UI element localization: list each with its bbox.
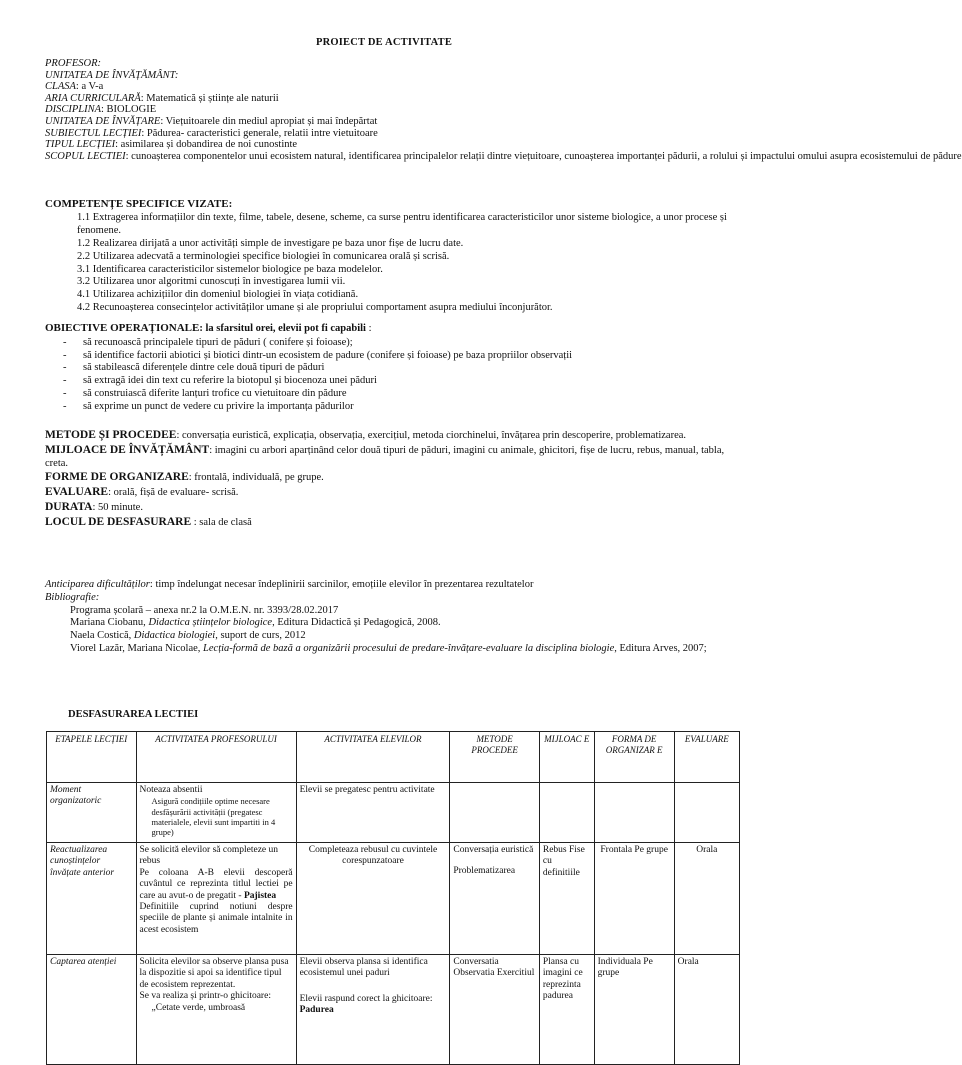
bib-item: Programa școlară – anexa nr.2 la O.M.E.N. nr. 3393/28.02.2017 <box>70 604 339 616</box>
table-header-row <box>47 732 740 783</box>
mijloace-label: MIJLOACE DE ÎNVĂȚĂMÂNT <box>45 443 210 456</box>
table-cell: Individuala Pe grupe <box>594 955 674 1065</box>
forme-row <box>45 470 745 485</box>
bib-item: Mariana Ciobanu, Didactica științelor biologice, Editura Didactică și Pedagogică, 2008. <box>70 617 441 629</box>
evaluare-row <box>45 485 745 500</box>
table-row <box>47 783 740 843</box>
list-item: - să construiască diferite lanțuri trofice cu vietuitoare din pădure <box>63 388 745 401</box>
arie-label: ARIA CURRICULARĂ <box>45 92 141 104</box>
table-cell: Completeaza rebusul cu cuvintele corespunzatoare <box>296 843 450 955</box>
arie-value: : Matematică și științe ale naturii <box>140 92 279 104</box>
tipul-value: : asimilarea și dobandirea de noi cunostinte <box>115 139 298 151</box>
table-cell: Conversatia Observatia Exercitiul <box>450 955 540 1065</box>
scop-value: : cunoașterea componentelor unui ecosistem natural, identificarea principalelor relații dintre viețuitoare, cunoașterea importanței pădurii, a rolului și impactului omului asupra ecosistemului de pădure <box>125 150 962 162</box>
anticipare-value: : timp îndelungat necesar îndeplinirii sarcinilor, emoțiile elevilor în prezentarea rezultatelor <box>149 579 534 590</box>
table-cell <box>450 783 540 843</box>
table-cell: Se solicită elevilor să completeze un rebus Pe coloana A-B elevii descoperă cuvântul ce reprezinta titlul lectiei pe care au avut-o de pregatit - Pajistea Definitiile cuprind notiuni despre speciile de plante și animale intalnite in acest ecosistem <box>136 843 296 955</box>
unitate-invatare-value: : Viețuitoarele din mediul apropiat și mai îndepărtat <box>160 115 378 127</box>
column-header: ACTIVITATEA PROFESORULUI <box>136 732 296 783</box>
table-cell: Frontala Pe grupe <box>594 843 674 955</box>
table-row <box>47 843 740 955</box>
subiect-value: : Pădurea- caracteristici generale, relatii intre vietuitoare <box>141 127 378 139</box>
locul-row <box>45 515 745 530</box>
locul-label: LOCUL DE DESFASURARE <box>45 515 192 528</box>
bibliografie-list <box>70 605 745 656</box>
durata-row <box>45 500 745 515</box>
obiective-section <box>45 322 745 414</box>
mijloace-row <box>45 443 745 471</box>
list-item: - să exprime un punct de vedere cu privire la importanța pădurilor <box>63 401 745 414</box>
list-item: 3.1 Identificarea caracteristicilor sistemelor biologice pe baza modelelor. <box>77 263 383 275</box>
desfasurare-title: DESFASURAREA LECTIEI <box>68 709 199 720</box>
list-item: 1.2 Realizarea dirijată a unor activități simple de investigare pe baza unor fișe de lucru date. <box>77 238 464 249</box>
metode-section <box>45 428 745 530</box>
anticipare-section <box>45 579 745 656</box>
forme-value: : frontală, individuală, pe grupe. <box>188 472 324 484</box>
disciplina-label: DISCIPLINA <box>45 104 101 116</box>
competente-heading: COMPETENȚE SPECIFICE VIZATE: <box>45 198 233 210</box>
unitate-invatare-label: UNITATEA DE ÎNVĂȚARE <box>45 115 161 127</box>
table-cell <box>594 783 674 843</box>
disciplina-value: : BIOLOGIE <box>101 104 157 116</box>
column-header: FORMA DE ORGANIZAR E <box>594 732 674 783</box>
disciplina-row <box>45 104 745 116</box>
list-item: 3.2 Utilizarea unor algoritmi cunoscuți în investigarea lumii vii. <box>77 276 346 288</box>
obiective-subheading: : la sfarsitul orei, elevii pot fi capabili <box>199 323 366 334</box>
table-row <box>47 955 740 1065</box>
obiective-list <box>63 337 745 414</box>
list-item: 4.1 Utilizarea achizițiilor din domeniul biologiei în viața cotidiană. <box>77 289 359 301</box>
evaluare-label: EVALUARE <box>45 486 109 499</box>
anticipare-label: Anticiparea dificultăților <box>45 579 150 590</box>
table-cell: Elevii se pregatesc pentru activitate <box>296 783 450 843</box>
subiect-label: SUBIECTUL LECȚIEI <box>45 127 142 139</box>
list-item: - să stabilească diferențele dintre cele două tipuri de păduri <box>63 362 745 375</box>
table-cell: Elevii observa plansa si identifica ecosistemul unei paduri Elevii raspund corect la ghicitoare: Padurea <box>296 955 450 1065</box>
column-header: ETAPELE LECȚIEI <box>47 732 137 783</box>
table-cell: Solicita elevilor sa observe plansa pusa la dispozitie si apoi sa identifice tipul de ecosistem reprezentat. Se va realiza și printr-o ghicitoare: „Cetate verde, umbroasă <box>136 955 296 1065</box>
column-header: METODE PROCEDEE <box>450 732 540 783</box>
tipul-row <box>45 139 745 151</box>
evaluare-value: : orală, fișă de evaluare- scrisă. <box>108 487 239 499</box>
metode-label: METODE ȘI PROCEDEE <box>45 429 177 441</box>
bib-item: Viorel Lazăr, Mariana Nicolae, Lecția-formă de bază a organizării procesului de predare-învățare-evaluare la disciplina biologie, Editura Arves, 2007; <box>70 642 707 654</box>
table-cell <box>539 783 594 843</box>
table-cell: Orala <box>674 843 739 955</box>
durata-label: DURATA <box>45 500 93 513</box>
list-item: - să recunoască principalele tipuri de păduri ( conifere și foioase); <box>63 337 745 350</box>
competente-section <box>45 198 745 315</box>
anticipare-row <box>45 579 745 592</box>
lesson-header <box>45 58 962 164</box>
column-header: EVALUARE <box>674 732 739 783</box>
obiective-heading: OBIECTIVE OPERAȚIONALE <box>45 322 200 334</box>
bibliografie-label: Bibliografie: <box>45 591 100 603</box>
forme-label: FORME DE ORGANIZARE <box>45 471 189 484</box>
table-cell: Captarea atenției <box>47 955 137 1065</box>
table-cell: Noteaza absentii Asigură condițiile optime necesare desfășurării activității (pregatesc materialele, elevii sunt impartiti in 4 grupe) <box>136 783 296 843</box>
tipul-label: TIPUL LECȚIEI <box>45 139 116 151</box>
locul-value: : sala de clasă <box>191 516 252 528</box>
mijloace-value: : imagini cu arbori aparținând celor două tipuri de păduri, imagini cu animale, ghicitori, fișe de lucru, rebus, manual, tabla, creta. <box>45 444 725 469</box>
clasa-label: CLASA <box>45 81 76 93</box>
list-item: - să extragă idei din text cu referire la biotopul și biocenoza unei păduri <box>63 375 745 388</box>
column-header: MIJLOAC E <box>539 732 594 783</box>
competente-list <box>77 212 745 314</box>
metode-row <box>45 428 745 443</box>
list-item: 4.2 Recunoașterea consecințelor activităților umane și ale propriului comportament asupra mediului înconjurător. <box>77 301 553 313</box>
clasa-row <box>45 81 745 93</box>
clasa-value: : a V-a <box>75 81 104 93</box>
arie-row <box>45 93 745 105</box>
list-item: - să identifice factorii abiotici și biotici dintr-un ecosistem de padure (conifere și foioase) pe baza propriilor observații <box>63 350 745 363</box>
profesor-label: PROFESOR: <box>45 58 101 69</box>
table-cell: Rebus Fise cu definitiile <box>539 843 594 955</box>
unitate-label: UNITATEA DE ÎNVĂȚĂMÂNT: <box>45 69 179 81</box>
scop-row <box>45 150 962 164</box>
scop-label: SCOPUL LECTIEI <box>45 150 126 162</box>
list-item: 1.1 Extragerea informațiilor din texte, filme, tabele, desene, scheme, ca surse pentru identificarea caracteristicilor unor sisteme biologice, a unor procese și fenomene. <box>77 212 727 237</box>
metode-value: : conversația euristică, explicația, observația, exercițiul, metoda ciorchinelui, învățarea prin descoperire, problematizarea. <box>176 430 687 441</box>
subiect-row <box>45 128 745 140</box>
table-cell: Moment organizatoric <box>47 783 137 843</box>
table-cell: Orala <box>674 955 739 1065</box>
table-cell: Reactualizarea cunoștințelor învățate anterior <box>47 843 137 955</box>
obiective-heading-row: OBIECTIVE OPERAȚIONALE: la sfarsitul orei, elevii pot fi capabili : <box>45 322 372 334</box>
unitate-invatare-row <box>45 116 745 128</box>
table-cell: Plansa cu imagini ce reprezinta padurea <box>539 955 594 1065</box>
bib-item: Naela Costică, Didactica biologiei, suport de curs, 2012 <box>70 630 306 642</box>
table-cell <box>674 783 739 843</box>
table-cell: Conversația euristică Problematizarea <box>450 843 540 955</box>
durata-value: : 50 minute. <box>92 501 143 513</box>
page-title: PROIECT DE ACTIVITATE <box>315 37 453 48</box>
lesson-plan-table <box>46 731 740 1065</box>
column-header: ACTIVITATEA ELEVILOR <box>296 732 450 783</box>
list-item: 2.2 Utilizarea adecvată a terminologiei specifice biologiei în comunicarea orală și scrisă. <box>77 250 450 262</box>
